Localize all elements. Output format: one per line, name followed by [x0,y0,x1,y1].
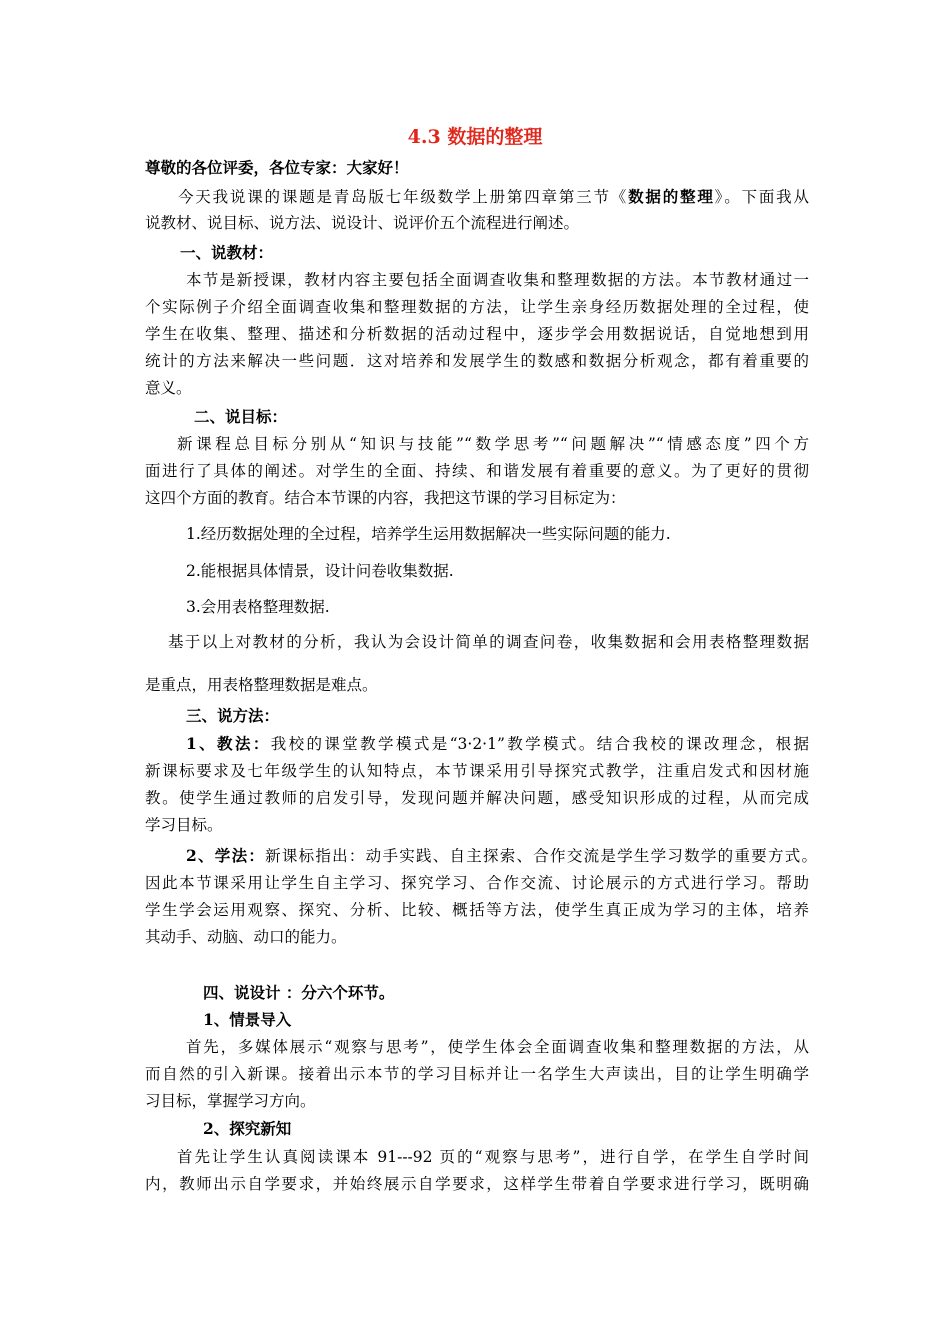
paragraph-line: 面进行了具体的阐述。对学生的全面、持续、和谐发展有着重要的意义。为了更好的贯彻 [145,462,809,480]
paragraph-line: 内，教师出示自学要求，并始终展示自学要求，这样学生带着自学要求进行学习，既明确 [145,1175,809,1193]
paragraph-line: 首先，多媒体展示“观察与思考”，使学生体会全面调查收集和整理数据的方法，从 [186,1038,809,1056]
goal-item: 1.经历数据处理的全过程，培养学生运用数据解决一些实际问题的能力. [186,525,671,543]
paragraph-line: 意义。 [145,379,192,397]
intro-text-after: 》。下面我从 [714,188,809,206]
paragraph-line: 而自然的引入新课。接着出示本节的学习目标并让一名学生大声读出，目的让学生明确学 [145,1065,809,1083]
teaching-method-line [186,734,809,754]
paragraph-line: 这四个方面的教育。结合本节课的内容，我把这节课的学习目标定为： [145,489,626,507]
paragraph-line: 基于以上对教材的分析，我认为会设计简单的调查问卷，收集数据和会用表格整理数据 [168,633,809,651]
lesson-name: 数据的整理 [628,187,715,206]
learning-method-text: 新课标指出：动手实践、自主探索、合作交流是学生学习数学的重要方式。 [265,847,817,865]
design-step-heading: 1、情景导入 [203,1010,292,1029]
paragraph-line: 学习目标。 [145,816,223,834]
intro-line-2: 说教材、说目标、说方法、说设计、说评价五个流程进行阐述。 [145,214,580,232]
paragraph-line: 其动手、动脑、动口的能力。 [145,928,347,946]
section-heading-methods: 三、说方法： [186,706,280,725]
teaching-method-label: 1、教法： [186,734,271,753]
intro-line-1 [178,187,809,207]
paragraph-line: 学生学会运用观察、探究、分析、比较、概括等方法，使学生真正成为学习的主体，培养 [145,901,809,919]
paragraph-line: 统计的方法来解决一些问题．这对培养和发展学生的数感和数据分析观念，都有着重要的 [145,352,809,370]
document-title: 4.3 数据的整理 [407,126,543,148]
paragraph-line: 因此本节课采用让学生自主学习、探究学习、合作交流、讨论展示的方式进行学习。帮助 [145,874,809,892]
goal-item: 3.会用表格整理数据. [186,598,330,616]
learning-method-line [186,846,817,866]
paragraph-line: 是重点，用表格整理数据是难点。 [145,676,378,694]
paragraph-line: 首先让学生认真阅读课本 91---92 页的“观察与思考”，进行自学，在学生自学时间 [177,1148,809,1166]
intro-text-before: 今天我说课的课题是青岛版七年级数学上册第四章第三节《 [178,188,629,206]
paragraph-line: 新课标要求及七年级学生的认知特点，本节课采用引导探究式教学，注重启发式和因材施 [145,762,809,780]
goal-item: 2.能根据具体情景，设计问卷收集数据. [186,562,454,580]
greeting: 尊敬的各位评委，各位专家：大家好！ [145,158,409,177]
design-step-heading: 2、探究新知 [203,1119,292,1138]
section-heading-textbook: 一、说教材： [180,243,274,262]
learning-method-label: 2、学法： [186,846,266,865]
paragraph-line: 新课程总目标分别从“知识与技能”“数学思考”“问题解决”“情感态度”四个方 [177,435,809,453]
teaching-method-text: 我校的课堂教学模式是“3·2·1”教学模式。结合我校的课改理念，根据 [270,735,809,753]
section-heading-design: 四、说设计 ：分六个环节。 [203,983,395,1002]
paragraph-line: 个实际例子介绍全面调查收集和整理数据的方法，让学生亲身经历数据处理的全过程，使 [145,298,809,316]
paragraph-line: 学生在收集、整理、描述和分析数据的活动过程中，逐步学会用数据说话，自觉地想到用 [145,325,809,343]
section-heading-goals: 二、说目标： [194,407,288,426]
paragraph-line: 本节是新授课，教材内容主要包括全面调查收集和整理数据的方法。本节教材通过一 [186,271,809,289]
paragraph-line: 教。使学生通过教师的启发引导，发现问题并解决问题，感受知识形成的过程，从而完成 [145,789,809,807]
paragraph-line: 习目标，掌握学习方向。 [145,1092,316,1110]
